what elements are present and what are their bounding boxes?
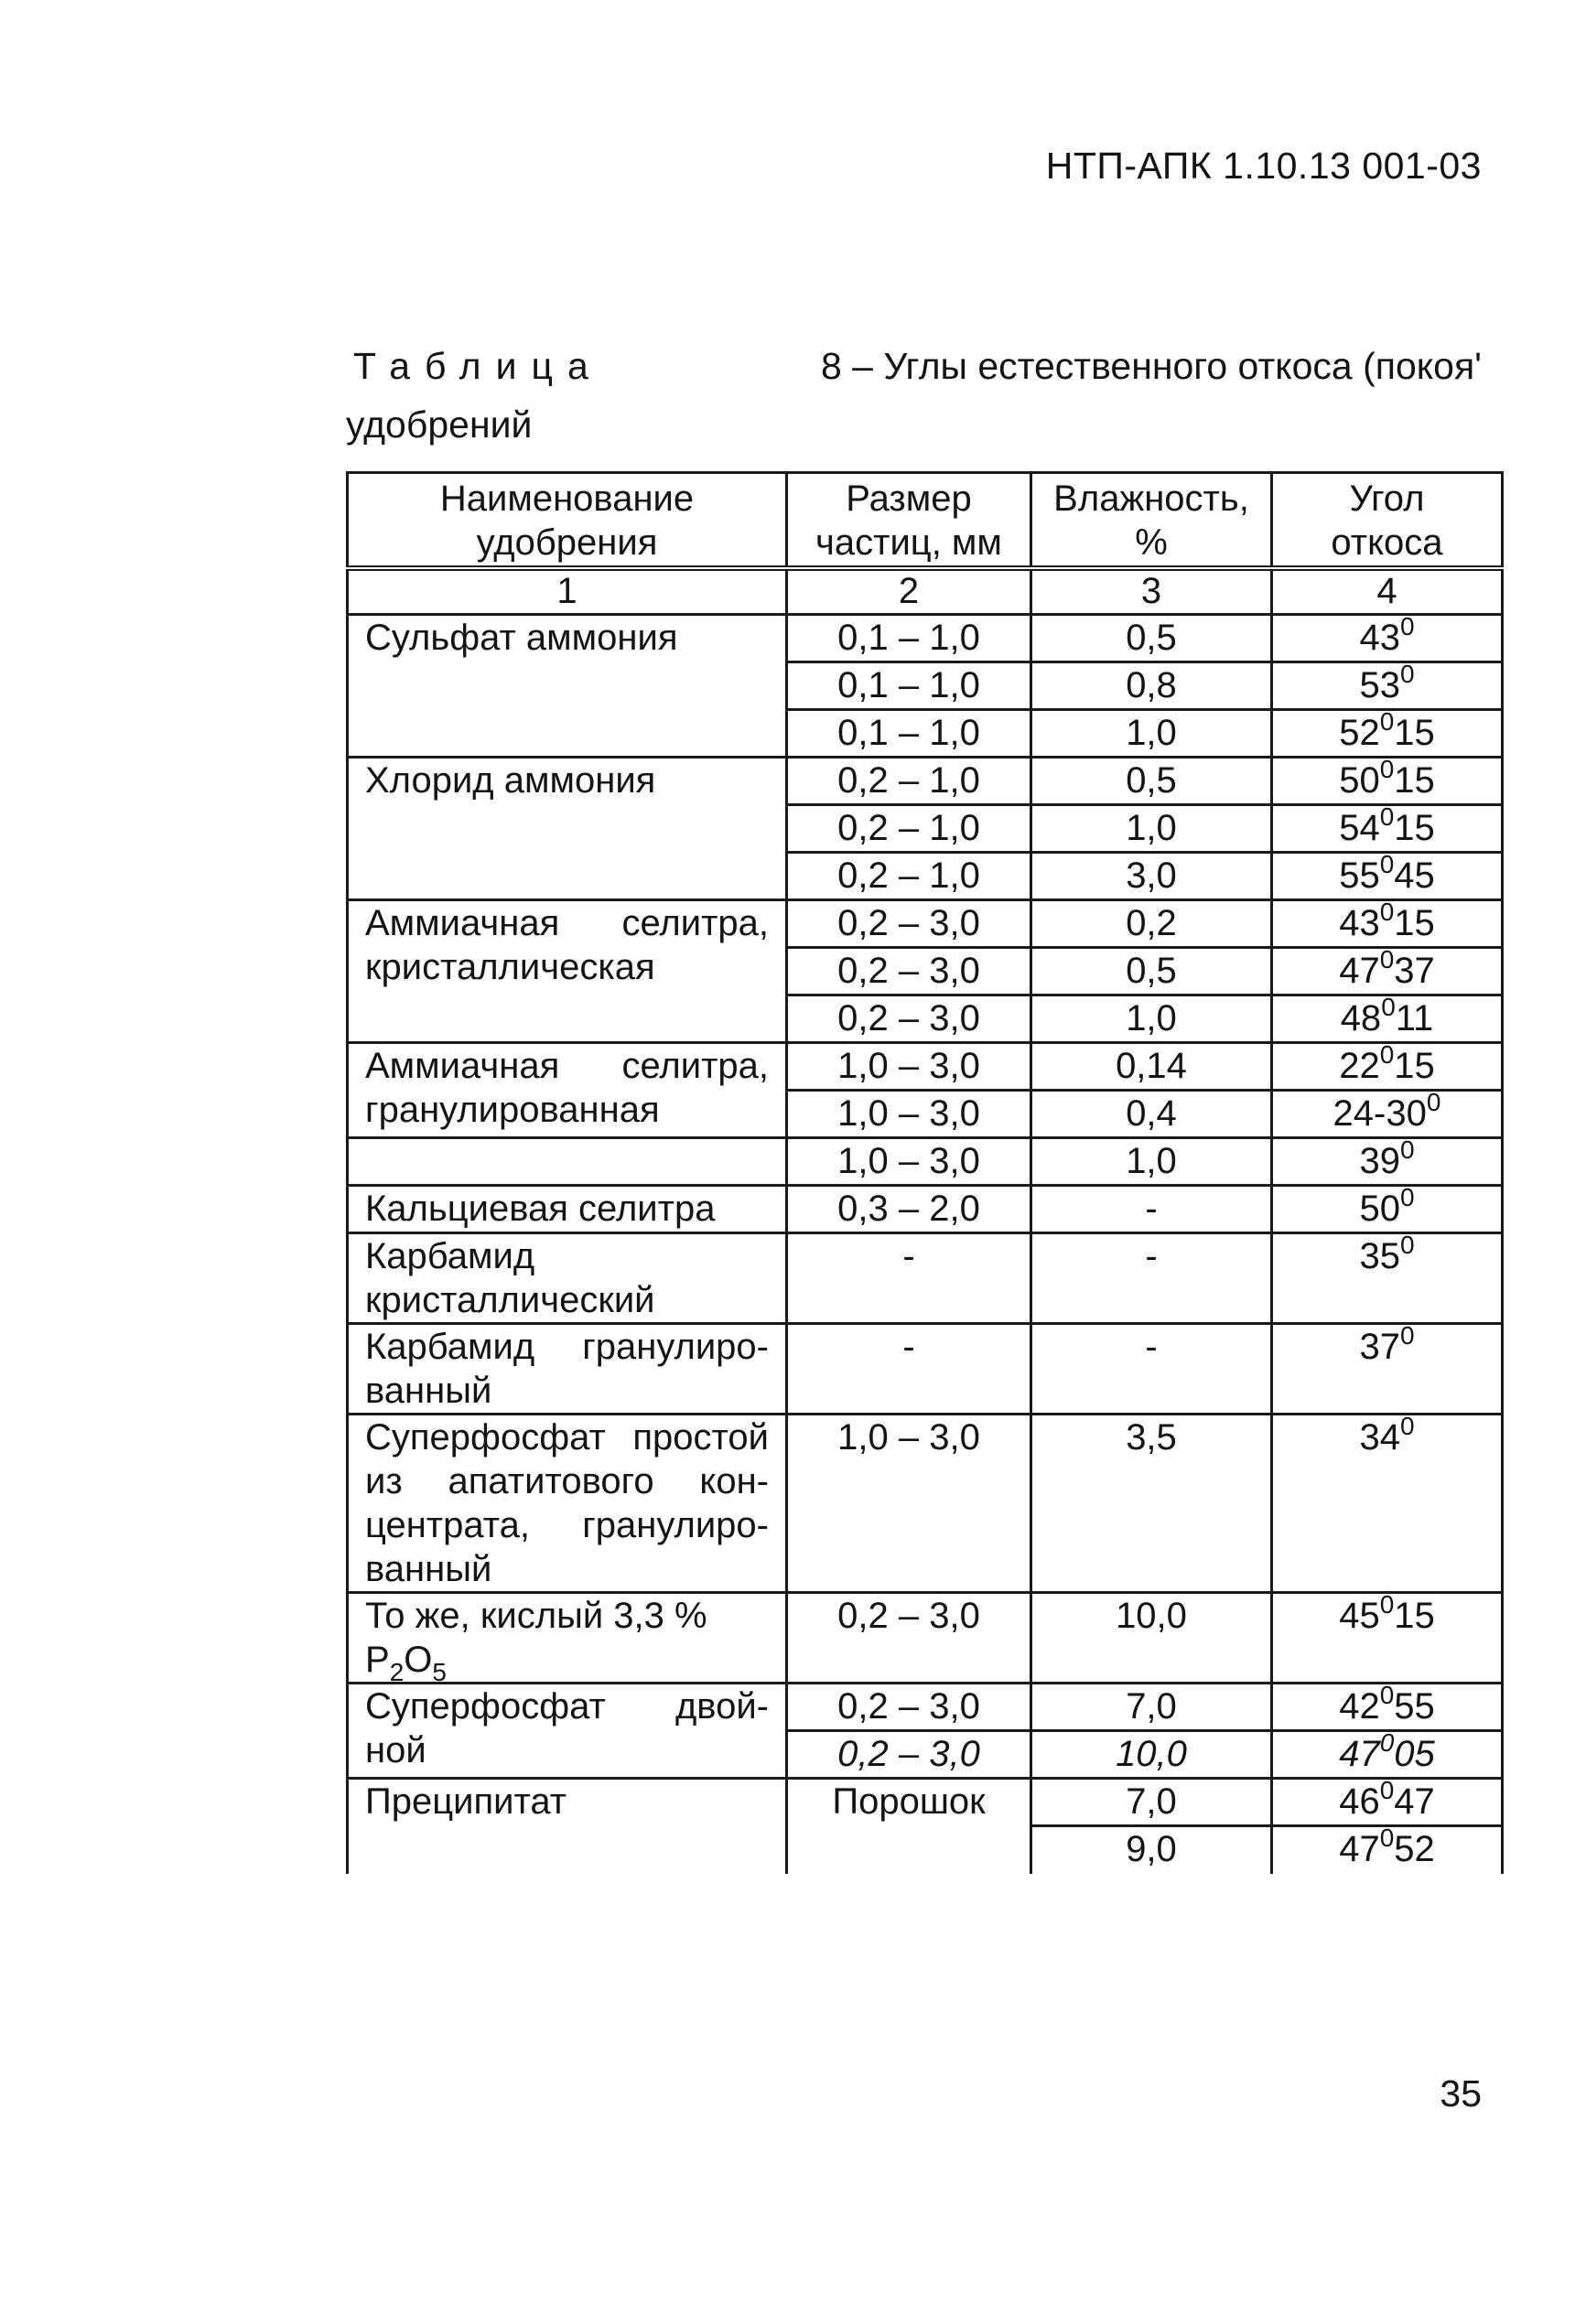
table-row	[348, 1779, 1503, 1826]
moisture-value: -	[1031, 1186, 1272, 1233]
degree-mark: 0	[1379, 1681, 1395, 1709]
table-row	[348, 615, 1503, 662]
angle-minutes: 11	[1395, 998, 1434, 1038]
fertilizer-name-text: Карбамид гранулиро-ванный	[365, 1327, 769, 1411]
column-number: 1	[348, 568, 787, 615]
angle-value	[1272, 1728, 1503, 1779]
angle-degrees: 48	[1340, 998, 1382, 1038]
angle-value	[1272, 612, 1503, 662]
moisture-value: 7,0	[1031, 1779, 1272, 1826]
caption-text-continued: удобрений	[346, 403, 533, 446]
angle-degrees: 55	[1339, 855, 1380, 896]
degree-mark: 0	[1399, 660, 1415, 688]
angle-minutes: 05	[1394, 1734, 1435, 1774]
angle-minutes: 15	[1394, 713, 1435, 753]
formula-subscript: 2	[389, 1658, 405, 1686]
particle-size: 0,2 – 3,0	[787, 900, 1031, 948]
degree-mark: 0	[1399, 1412, 1415, 1440]
fertilizer-name	[348, 1043, 787, 1138]
particle-size: 1,0 – 3,0	[787, 1043, 1031, 1091]
table-row	[348, 1186, 1503, 1233]
angle-minutes: 15	[1394, 808, 1435, 848]
angle-value	[1272, 1135, 1503, 1186]
header-angle: Угол откоса	[1272, 473, 1503, 569]
moisture-value: -	[1031, 1324, 1272, 1415]
angle-degrees: 24-30	[1332, 1093, 1427, 1134]
particle-size: 0,2 – 1,0	[787, 805, 1031, 853]
moisture-value: 10,0	[1031, 1731, 1272, 1779]
table-body	[348, 612, 1503, 1874]
angle-value	[1272, 1826, 1503, 1874]
angle-degrees: 43	[1339, 903, 1380, 943]
degree-mark: 0	[1379, 945, 1395, 974]
angle-value	[1272, 1590, 1503, 1684]
angle-value	[1272, 1412, 1503, 1593]
fertilizer-name	[348, 1415, 787, 1593]
angle-value	[1272, 755, 1503, 805]
moisture-value: 3,5	[1031, 1415, 1272, 1593]
table-row	[348, 1415, 1503, 1593]
particle-size: 0,2 – 1,0	[787, 758, 1031, 805]
fertilizer-name	[348, 1233, 787, 1324]
particle-size: 0,1 – 1,0	[787, 615, 1031, 662]
fertilizer-name-text: Сульфат аммония	[365, 618, 678, 658]
chemical-formula: $P_2O_5$	[365, 1640, 447, 1686]
angle-minutes: 15	[1394, 760, 1435, 801]
header-row	[348, 473, 1503, 569]
moisture-value: 9,0	[1031, 1826, 1272, 1874]
column-number: 3	[1031, 568, 1272, 615]
angle-minutes: 45	[1394, 855, 1435, 896]
fertilizer-name	[348, 1186, 787, 1233]
fertilizer-name	[348, 615, 787, 758]
moisture-value: 3,0	[1031, 853, 1272, 900]
table-row	[348, 1138, 1503, 1186]
degree-mark: 0	[1379, 850, 1395, 878]
page-number: 35	[1440, 2072, 1482, 2114]
angle-degrees: 50	[1359, 1189, 1400, 1229]
table-caption	[346, 337, 1482, 446]
header-name: Наименование удобрения	[348, 473, 787, 569]
degree-mark: 0	[1399, 1135, 1415, 1164]
angle-minutes: 15	[1394, 903, 1435, 943]
formula-subscript: 5	[432, 1658, 447, 1686]
angle-value	[1272, 1088, 1503, 1138]
fertilizer-name-text: Карбамид кристаллический	[365, 1236, 655, 1320]
degree-mark: 0	[1399, 1231, 1415, 1259]
angle-degrees: 39	[1359, 1141, 1400, 1181]
table-row	[348, 900, 1503, 948]
degree-mark: 0	[1379, 1824, 1395, 1852]
fertilizer-name-text: Кальциевая селитра	[365, 1189, 716, 1229]
angle-degrees: 50	[1339, 760, 1380, 801]
fertilizer-name-text: Аммиачная селитра, кристаллическая	[365, 903, 769, 987]
degree-mark: 0	[1379, 1040, 1395, 1069]
fertilizer-name	[348, 1593, 787, 1684]
degree-mark: 0	[1399, 612, 1415, 640]
table-row	[348, 1593, 1503, 1684]
angle-value	[1272, 1776, 1503, 1826]
particle-size: -	[787, 1233, 1031, 1324]
angle-degrees: 35	[1359, 1236, 1400, 1276]
angle-degrees: 37	[1359, 1327, 1400, 1367]
moisture-value: 0,5	[1031, 758, 1272, 805]
column-number: 4	[1272, 568, 1503, 615]
fertilizer-name	[348, 758, 787, 900]
degree-mark: 0	[1379, 898, 1395, 926]
degree-mark: 0	[1399, 1321, 1415, 1350]
angle-degrees: 47	[1339, 951, 1380, 991]
fertilizer-angle-table	[346, 471, 1504, 1874]
degree-mark: 0	[1379, 1776, 1395, 1804]
fertilizer-name-text: То же, кислый 3,3 %	[365, 1596, 707, 1636]
particle-size: 0,2 – 1,0	[787, 853, 1031, 900]
angle-degrees: 46	[1339, 1781, 1380, 1822]
degree-mark: 0	[1379, 707, 1395, 736]
angle-value	[1272, 802, 1503, 853]
degree-mark: 0	[1379, 755, 1395, 783]
fertilizer-name	[348, 1684, 787, 1779]
angle-degrees: 53	[1359, 665, 1400, 705]
moisture-value: 10,0	[1031, 1593, 1272, 1684]
angle-degrees: 22	[1339, 1046, 1380, 1086]
angle-degrees: 43	[1359, 618, 1400, 658]
fertilizer-name-text: Суперфосфат простой из апатитового кон-центрата, гранулиро-ванный	[365, 1417, 769, 1589]
table-row	[348, 1684, 1503, 1731]
particle-size: Порошок	[787, 1779, 1031, 1874]
moisture-value: 0,5	[1031, 615, 1272, 662]
angle-degrees: 45	[1339, 1596, 1380, 1636]
angle-value	[1272, 662, 1503, 710]
angle-value	[1272, 1040, 1503, 1091]
angle-degrees: 47	[1339, 1829, 1380, 1869]
angle-value	[1272, 1183, 1503, 1233]
particle-size: 0,2 – 3,0	[787, 1731, 1031, 1779]
moisture-value: 0,8	[1031, 662, 1272, 710]
angle-minutes: 52	[1394, 1829, 1435, 1869]
angle-degrees: 52	[1339, 713, 1380, 753]
moisture-value: 0,4	[1031, 1091, 1272, 1138]
moisture-value: 0,14	[1031, 1043, 1272, 1091]
angle-degrees: 42	[1339, 1686, 1380, 1727]
degree-mark: 0	[1379, 1590, 1395, 1619]
degree-mark: 0	[1399, 1183, 1415, 1211]
table-row	[348, 1043, 1503, 1091]
column-number: 2	[787, 568, 1031, 615]
caption-label: Таблица	[353, 345, 603, 387]
caption-text: 8 – Углы естественного откоса (покоя'	[820, 345, 1482, 387]
angle-value	[1272, 850, 1503, 900]
angle-degrees: 47	[1339, 1734, 1380, 1774]
document-code: НТП-АПК 1.10.13 001-03	[1045, 145, 1482, 187]
header-moisture: Влажность, %	[1031, 473, 1272, 569]
particle-size: 1,0 – 3,0	[787, 1415, 1031, 1593]
angle-degrees: 34	[1359, 1417, 1400, 1458]
angle-minutes: 15	[1394, 1596, 1435, 1636]
degree-mark: 0	[1426, 1088, 1441, 1116]
angle-value	[1272, 1681, 1503, 1731]
moisture-value: 0,2	[1031, 900, 1272, 948]
fertilizer-name	[348, 1324, 787, 1415]
moisture-value: 1,0	[1031, 710, 1272, 758]
header-size: Размер частиц, мм	[787, 473, 1031, 569]
angle-value	[1272, 707, 1503, 758]
table-row	[348, 1233, 1503, 1324]
moisture-value: -	[1031, 1233, 1272, 1324]
particle-size: 1,0 – 3,0	[787, 1091, 1031, 1138]
particle-size: 0,2 – 3,0	[787, 1593, 1031, 1684]
particle-size: 0,2 – 3,0	[787, 995, 1031, 1043]
particle-size: 0,1 – 1,0	[787, 662, 1031, 710]
particle-size: 0,1 – 1,0	[787, 710, 1031, 758]
angle-value	[1272, 995, 1503, 1043]
moisture-value: 0,5	[1031, 948, 1272, 995]
fertilizer-name-text: Преципитат	[365, 1781, 567, 1822]
angle-minutes: 47	[1394, 1781, 1435, 1822]
moisture-value: 1,0	[1031, 1138, 1272, 1186]
angle-value	[1272, 1321, 1503, 1415]
particle-size: 0,3 – 2,0	[787, 1186, 1031, 1233]
moisture-value: 1,0	[1031, 805, 1272, 853]
moisture-value: 1,0	[1031, 995, 1272, 1043]
fertilizer-name-text: Хлорид аммония	[365, 760, 656, 801]
particle-size: 0,2 – 3,0	[787, 948, 1031, 995]
angle-value	[1272, 1233, 1503, 1324]
degree-mark: 0	[1379, 1728, 1395, 1757]
fertilizer-name	[348, 900, 787, 1043]
degree-mark: 0	[1381, 993, 1396, 1021]
particle-size: 0,2 – 3,0	[787, 1684, 1031, 1731]
table-row	[348, 1324, 1503, 1415]
angle-degrees: 54	[1339, 808, 1380, 848]
particle-size: 1,0 – 3,0	[787, 1138, 1031, 1186]
column-number-row	[348, 568, 1503, 615]
particle-size: -	[787, 1324, 1031, 1415]
angle-minutes: 37	[1394, 951, 1435, 991]
angle-minutes: 15	[1394, 1046, 1435, 1086]
angle-value	[1272, 900, 1503, 948]
fertilizer-name	[348, 1779, 787, 1874]
table-row	[348, 758, 1503, 805]
fertilizer-name-text: Суперфосфат двой-ной	[365, 1686, 769, 1770]
degree-mark: 0	[1379, 802, 1395, 831]
fertilizer-name	[348, 1138, 787, 1186]
angle-minutes: 55	[1394, 1686, 1435, 1727]
angle-value	[1272, 945, 1503, 995]
moisture-value: 7,0	[1031, 1684, 1272, 1731]
fertilizer-name-text: Аммиачная селитра, гранулированная	[365, 1046, 769, 1130]
